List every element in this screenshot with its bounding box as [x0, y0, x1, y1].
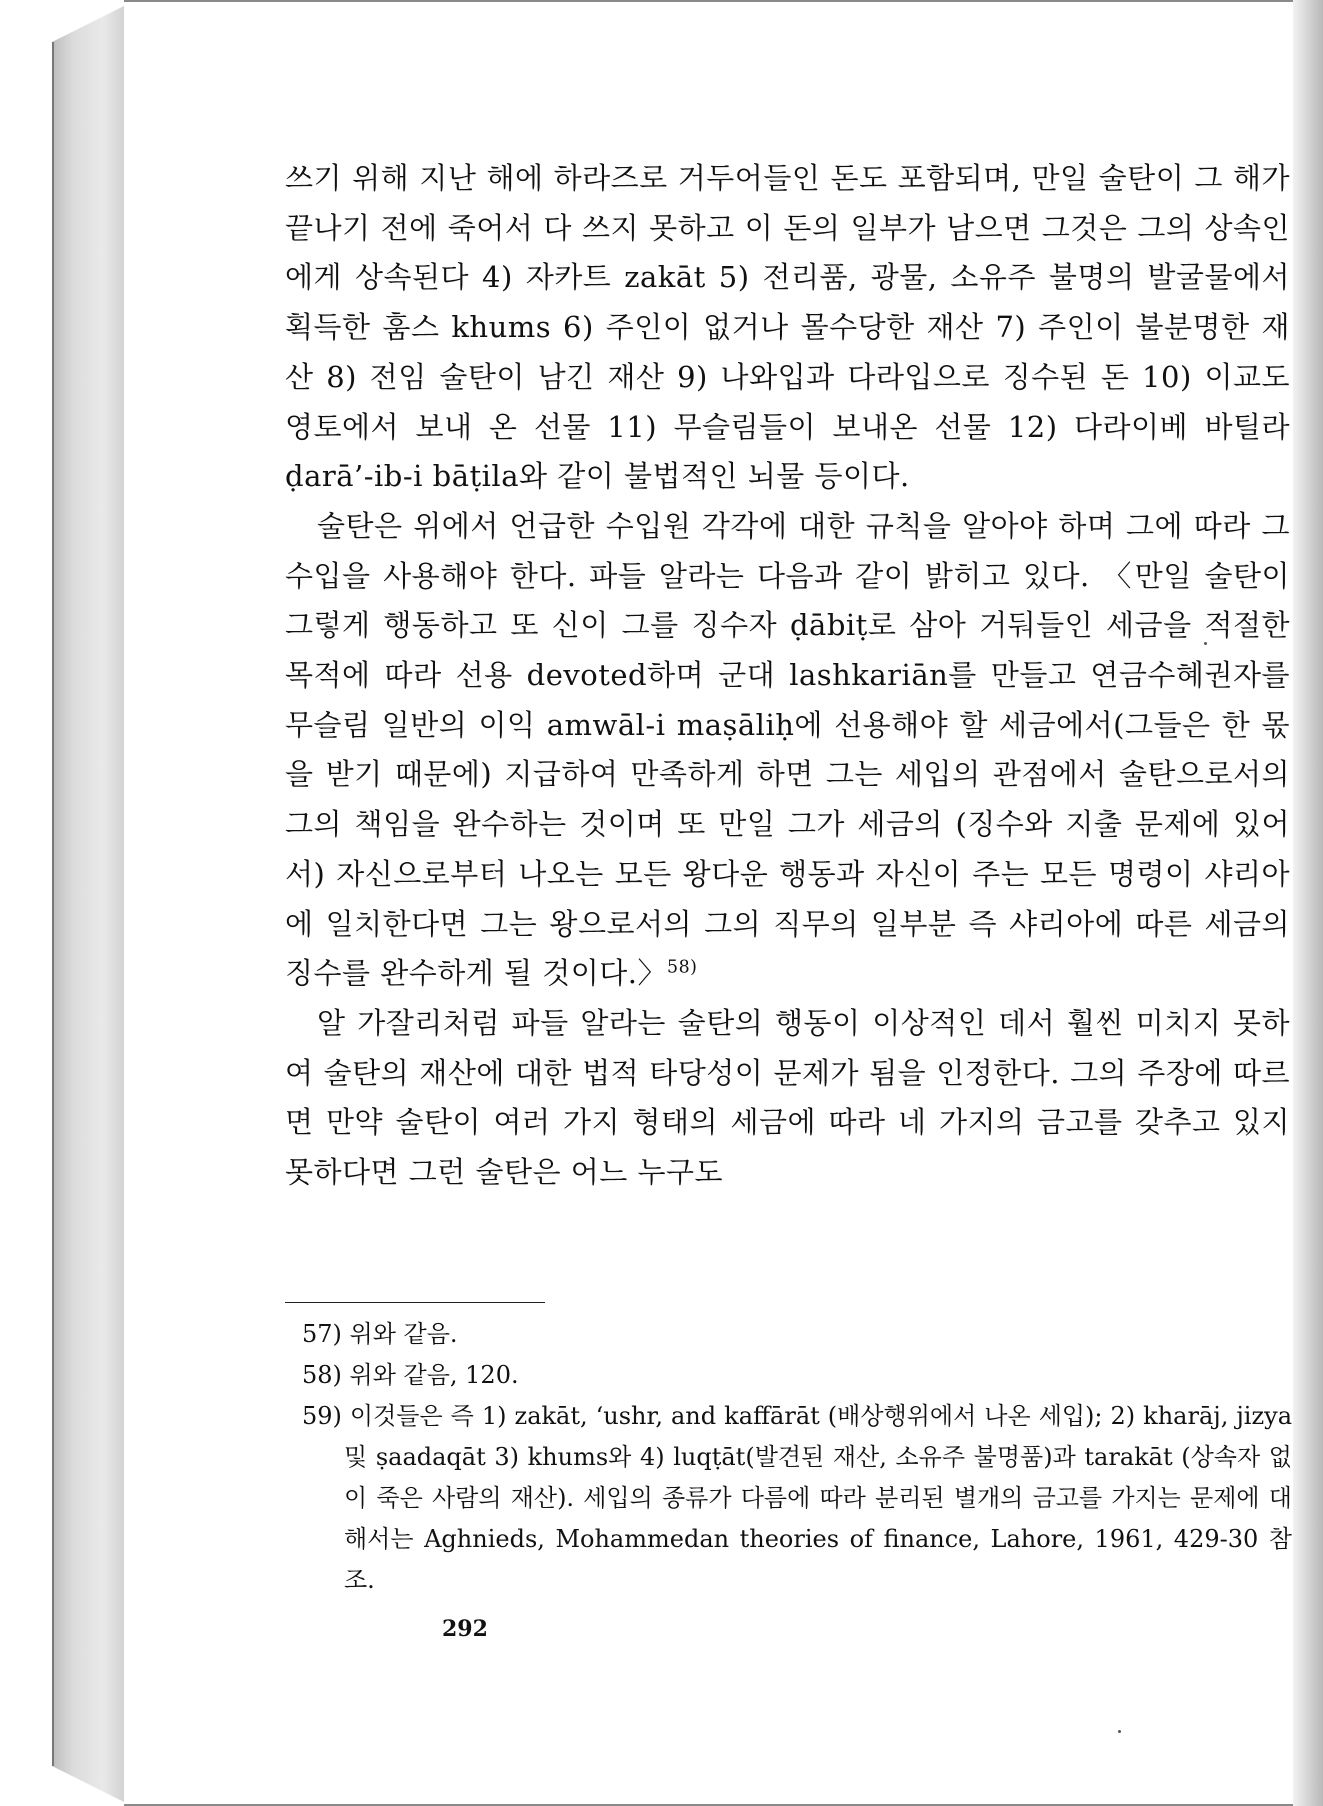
book-right-edge: [1293, 0, 1323, 1806]
footnote-57: 57) 위와 같음.: [302, 1320, 458, 1348]
speck: [1204, 642, 1207, 645]
footnote-58: 58) 위와 같음, 120.: [302, 1361, 519, 1389]
footnote-ref-58: 58): [667, 957, 698, 978]
book-page: [124, 0, 1293, 1806]
page-number: 292: [442, 1616, 488, 1642]
footnote-59: 59) 이것들은 즉 1) zakāt, ‘ushr, and kaffārāt (배상행위에서 나온 세입); 2) kharāj, jizya 및 ṣaadaqāt 3) khums와 4) luqṭāt(발견된 재산, 소유주 불명품)과 tarakāt (상속자 없이 죽은 사람의 재산). 세입의 종류가 다름에 따라 분리된 별개의 금고를 가지는 문제에 대해서는 Aghnieds, Mohammedan theories of finance, Lahore, 1961, 429-30 참조.: [302, 1402, 1292, 1594]
paragraph-2: [285, 502, 1290, 999]
speck: [1118, 1730, 1121, 1733]
paragraph-3: 알 가잘리처럼 파들 알라는 술탄의 행동이 이상적인 데서 훨씬 미치지 못하여 술탄의 재산에 대한 법적 타당성이 문제가 됨을 인정한다. 그의 주장에 따르면 만약 술탄이 여러 가지 형태의 세금에 따라 네 가지의 금고를 갖추고 있지 못하다면 그런 술탄은 어느 누구도: [285, 1005, 1290, 1190]
book-spine-line: [52, 42, 54, 1766]
footnote-separator: [285, 1302, 545, 1303]
footnotes: [302, 1314, 1292, 1601]
book-left-edge: [52, 6, 125, 1802]
paragraph-1: 쓰기 위해 지난 해에 하라즈로 거두어들인 돈도 포함되며, 만일 술탄이 그 해가 끝나기 전에 죽어서 다 쓰지 못하고 이 돈의 일부가 남으면 그것은 그의 상속인에게 상속된다 4) 자카트 zakāt 5) 전리품, 광물, 소유주 불명의 발굴물에서 획득한 훔스 khums 6) 주인이 없거나 몰수당한 재산 7) 주인이 불분명한 재산 8) 전임 술탄이 남긴 재산 9) 나와입과 다라입으로 징수된 돈 10) 이교도 영토에서 보내 온 선물 11) 무슬림들이 보내온 선물 12) 다라이베 바틸라 ḍarā’-ib-i bāṭila와 같이 불법적인 뇌물 등이다.: [285, 161, 1290, 494]
paragraph-2-text: 술탄은 위에서 언급한 수입원 각각에 대한 규칙을 알아야 하며 그에 따라 그 수입을 사용해야 한다. 파들 알라는 다음과 같이 밝히고 있다. 〈만일 술탄이 그렇게 행동하고 또 신이 그를 징수자 ḍābiṭ로 삼아 거둬들인 세금을 적절한 목적에 따라 선용 devoted하며 군대 lashkariān를 만들고 연금수혜권자를 무슬림 일반의 이익 amwāl-i maṣāliḥ에 선용해야 할 세금에서(그들은 한 몫을 받기 때문에) 지급하여 만족하게 하면 그는 세입의 관점에서 술탄으로서의 그의 책임을 완수하는 것이며 또 만일 그가 세금의 (징수와 지출 문제에 있어서) 자신으로부터 나오는 모든 왕다운 행동과 자신이 주는 모든 명령이 샤리아에 일치한다면 그는 왕으로서의 그의 직무의 일부분 즉 샤리아에 따른 세금의 징수를 완수하게 될 것이다.〉: [285, 508, 1290, 991]
body-text: [285, 154, 1290, 1198]
